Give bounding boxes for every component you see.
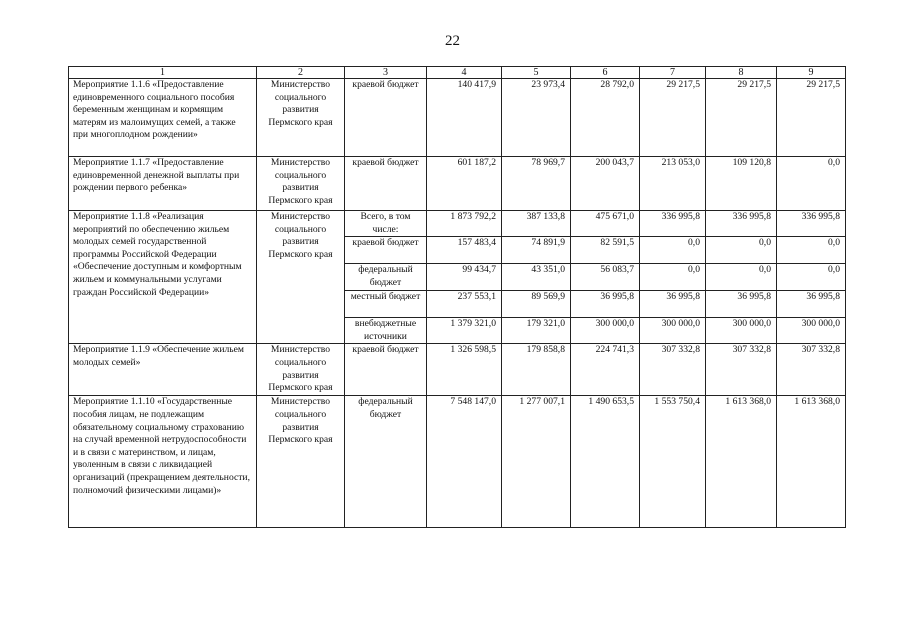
amount-cell: 307 332,8 — [640, 344, 706, 396]
funding-source-cell: внебюджетные источники — [345, 318, 427, 344]
amount-cell: 89 569,9 — [502, 291, 571, 318]
amount-cell: 0,0 — [777, 237, 846, 264]
funding-source-cell: федеральный бюджет — [345, 396, 427, 528]
table-body — [69, 67, 846, 528]
amount-cell: 336 995,8 — [706, 211, 777, 237]
amount-cell: 1 613 368,0 — [777, 396, 846, 528]
amount-cell: 1 490 653,5 — [571, 396, 640, 528]
amount-cell: 387 133,8 — [502, 211, 571, 237]
column-number: 6 — [571, 67, 640, 79]
amount-cell: 36 995,8 — [640, 291, 706, 318]
column-number: 3 — [345, 67, 427, 79]
amount-cell: 78 969,7 — [502, 157, 571, 211]
measure-description: Мероприятие 1.1.8 «Реализация мероприятий по обеспечению жильем молодых семей государственной программы Российской Федерации «Обеспечение доступным и комфортным жильем и коммунальными услугами граждан Российской Федерации» — [69, 211, 257, 344]
measure-description: Мероприятие 1.1.9 «Обеспечение жильем молодых семей» — [69, 344, 257, 396]
table-row — [69, 396, 846, 528]
amount-cell: 1 277 007,1 — [502, 396, 571, 528]
executor-cell: Министерство социального развития Пермского края — [257, 396, 345, 528]
amount-cell: 200 043,7 — [571, 157, 640, 211]
executor-cell: Министерство социального развития Пермского края — [257, 344, 345, 396]
amount-cell: 0,0 — [706, 264, 777, 291]
amount-cell: 23 973,4 — [502, 79, 571, 157]
amount-cell: 213 053,0 — [640, 157, 706, 211]
table-row — [69, 157, 846, 211]
amount-cell: 237 553,1 — [427, 291, 502, 318]
executor-cell: Министерство социального развития Пермского края — [257, 79, 345, 157]
column-number: 1 — [69, 67, 257, 79]
amount-cell: 224 741,3 — [571, 344, 640, 396]
funding-source-cell: краевой бюджет — [345, 344, 427, 396]
amount-cell: 29 217,5 — [777, 79, 846, 157]
amount-cell: 0,0 — [777, 264, 846, 291]
column-number: 8 — [706, 67, 777, 79]
amount-cell: 1 553 750,4 — [640, 396, 706, 528]
amount-cell: 36 995,8 — [706, 291, 777, 318]
amount-cell: 336 995,8 — [777, 211, 846, 237]
amount-cell: 157 483,4 — [427, 237, 502, 264]
program-table — [68, 66, 846, 528]
column-number: 4 — [427, 67, 502, 79]
amount-cell: 1 613 368,0 — [706, 396, 777, 528]
amount-cell: 29 217,5 — [706, 79, 777, 157]
table-row — [69, 79, 846, 157]
amount-cell: 307 332,8 — [706, 344, 777, 396]
column-number: 2 — [257, 67, 345, 79]
amount-cell: 56 083,7 — [571, 264, 640, 291]
funding-source-cell: Всего, в том числе: — [345, 211, 427, 237]
column-number: 5 — [502, 67, 571, 79]
amount-cell: 7 548 147,0 — [427, 396, 502, 528]
amount-cell: 0,0 — [777, 157, 846, 211]
amount-cell: 179 321,0 — [502, 318, 571, 344]
amount-cell: 0,0 — [640, 264, 706, 291]
amount-cell: 36 995,8 — [571, 291, 640, 318]
funding-source-cell: краевой бюджет — [345, 157, 427, 211]
amount-cell: 0,0 — [640, 237, 706, 264]
column-number: 7 — [640, 67, 706, 79]
amount-cell: 99 434,7 — [427, 264, 502, 291]
amount-cell: 74 891,9 — [502, 237, 571, 264]
amount-cell: 36 995,8 — [777, 291, 846, 318]
page-number: 22 — [445, 33, 460, 49]
amount-cell: 43 351,0 — [502, 264, 571, 291]
table-row — [69, 344, 846, 396]
amount-cell: 475 671,0 — [571, 211, 640, 237]
funding-source-cell: краевой бюджет — [345, 79, 427, 157]
amount-cell: 1 326 598,5 — [427, 344, 502, 396]
column-number: 9 — [777, 67, 846, 79]
measure-description: Мероприятие 1.1.6 «Предоставление единовременного социального пособия беременным женщинам и кормящим матерям из малоимущих семей, а также при многоплодном рождении» — [69, 79, 257, 157]
header-row — [69, 67, 846, 79]
amount-cell: 300 000,0 — [777, 318, 846, 344]
table-row — [69, 211, 846, 237]
amount-cell: 307 332,8 — [777, 344, 846, 396]
funding-source-cell: краевой бюджет — [345, 237, 427, 264]
amount-cell: 1 873 792,2 — [427, 211, 502, 237]
measure-description: Мероприятие 1.1.7 «Предоставление единовременной денежной выплаты при рождении первого ребенка» — [69, 157, 257, 211]
amount-cell: 28 792,0 — [571, 79, 640, 157]
funding-source-cell: федеральный бюджет — [345, 264, 427, 291]
amount-cell: 179 858,8 — [502, 344, 571, 396]
amount-cell: 300 000,0 — [640, 318, 706, 344]
amount-cell: 601 187,2 — [427, 157, 502, 211]
funding-source-cell: местный бюджет — [345, 291, 427, 318]
amount-cell: 82 591,5 — [571, 237, 640, 264]
amount-cell: 109 120,8 — [706, 157, 777, 211]
amount-cell: 1 379 321,0 — [427, 318, 502, 344]
amount-cell: 300 000,0 — [571, 318, 640, 344]
amount-cell: 336 995,8 — [640, 211, 706, 237]
executor-cell: Министерство социального развития Пермского края — [257, 211, 345, 344]
amount-cell: 300 000,0 — [706, 318, 777, 344]
amount-cell: 0,0 — [706, 237, 777, 264]
amount-cell: 29 217,5 — [640, 79, 706, 157]
measure-description: Мероприятие 1.1.10 «Государственные пособия лицам, не подлежащим обязательному социальному страхованию на случай временной нетрудоспособности и в связи с материнством, и лицам, уволенным в связи с ликвидацией организаций (прекращением деятельности, полномочий физическими лицами)» — [69, 396, 257, 528]
amount-cell: 140 417,9 — [427, 79, 502, 157]
executor-cell: Министерство социального развития Пермского края — [257, 157, 345, 211]
